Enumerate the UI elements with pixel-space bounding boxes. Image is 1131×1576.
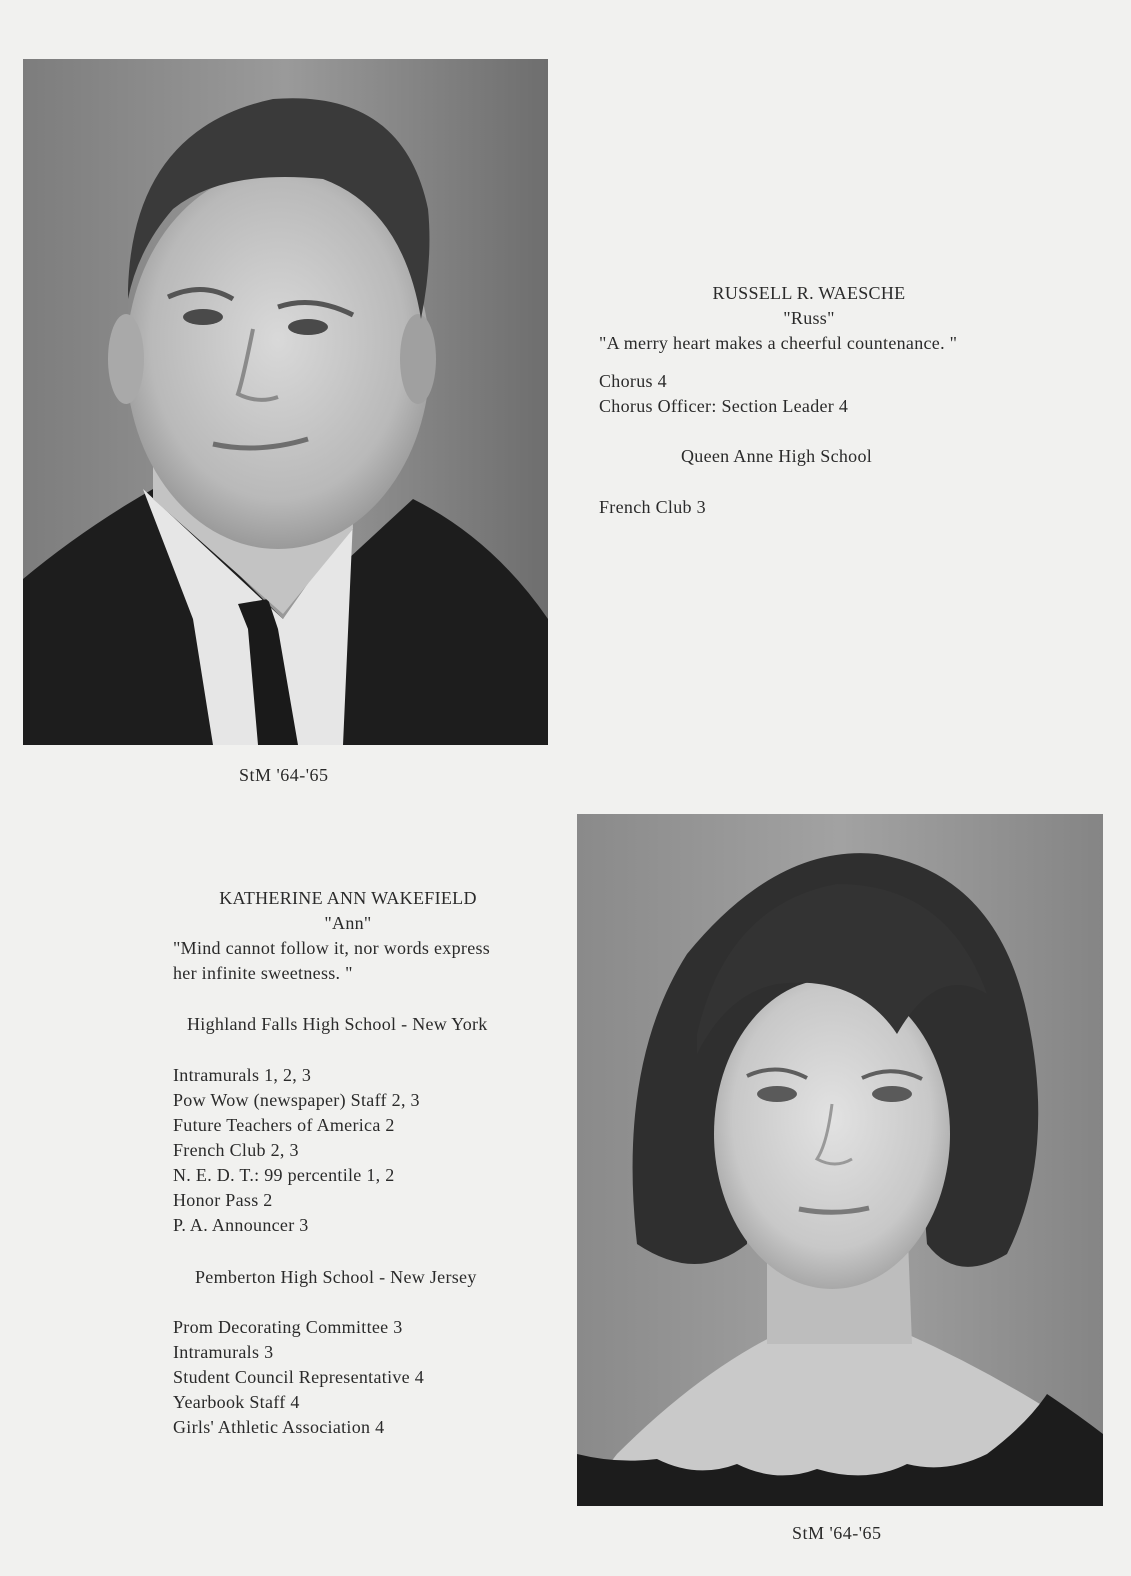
- activity-line: P. A. Announcer 3: [173, 1215, 309, 1235]
- student-nickname: "Ann": [324, 913, 372, 933]
- student-quote: "A merry heart makes a cheerful countenance. ": [599, 333, 958, 353]
- school-name: Pemberton High School - New Jersey: [195, 1267, 477, 1287]
- activity-line: N. E. D. T.: 99 percentile 1, 2: [173, 1165, 395, 1185]
- portrait-man-image: [23, 59, 548, 745]
- photo-caption: StM '64-'65: [239, 765, 329, 785]
- activity-line: Yearbook Staff 4: [173, 1392, 300, 1412]
- activity-line: French Club 3: [599, 497, 706, 517]
- portrait-woman-image: [577, 814, 1103, 1506]
- school-name: Queen Anne High School: [681, 446, 873, 466]
- student-nickname: "Russ": [783, 308, 835, 328]
- student-quote-line: "Mind cannot follow it, nor words express: [173, 938, 491, 958]
- activity-line: Prom Decorating Committee 3: [173, 1317, 403, 1337]
- activity-line: Chorus Officer: Section Leader 4: [599, 396, 849, 416]
- activity-line: Girls' Athletic Association 4: [173, 1417, 385, 1437]
- photo-caption: StM '64-'65: [792, 1523, 882, 1543]
- activity-line: Honor Pass 2: [173, 1190, 273, 1210]
- school-name: Highland Falls High School - New York: [187, 1014, 488, 1034]
- activity-line: Intramurals 1, 2, 3: [173, 1065, 312, 1085]
- activity-line: Pow Wow (newspaper) Staff 2, 3: [173, 1090, 420, 1110]
- activity-line: Future Teachers of America 2: [173, 1115, 395, 1135]
- activity-line: Student Council Representative 4: [173, 1367, 425, 1387]
- activity-line: Intramurals 3: [173, 1342, 274, 1362]
- student-name: RUSSELL R. WAESCHE: [712, 283, 906, 303]
- portrait-photo-russell: [23, 59, 548, 745]
- activity-line: French Club 2, 3: [173, 1140, 299, 1160]
- student-name: KATHERINE ANN WAKEFIELD: [219, 888, 477, 908]
- student-quote-line: her infinite sweetness. ": [173, 963, 353, 983]
- portrait-photo-katherine: [577, 814, 1103, 1506]
- activity-line: Chorus 4: [599, 371, 667, 391]
